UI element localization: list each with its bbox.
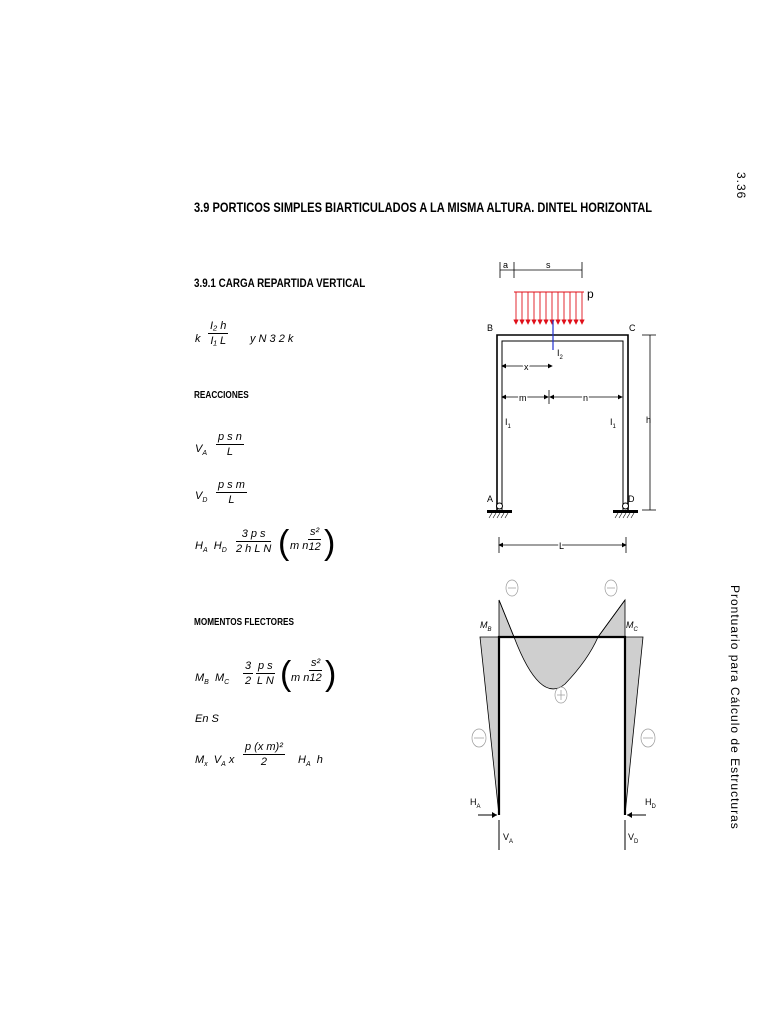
formula-mb-den1: 2 bbox=[245, 675, 252, 687]
label-MC: $M_C$ bbox=[626, 620, 638, 633]
formula-mb-lhs bbox=[195, 672, 229, 686]
formula-mx-tail bbox=[298, 754, 323, 768]
formula-mb-symbol: M bbox=[195, 672, 205, 684]
formula-ha-symbol: H bbox=[195, 540, 203, 552]
label-p: p bbox=[587, 287, 594, 301]
formula-mb-den: L N bbox=[256, 675, 274, 687]
formula-mb-num2: s² bbox=[311, 657, 321, 669]
formula-va-fraction bbox=[216, 430, 244, 459]
formula-mb-fraction bbox=[256, 659, 275, 688]
formula-k-fraction bbox=[208, 319, 228, 348]
formula-vd-num: p s m bbox=[218, 479, 245, 491]
formula-mx-lhs bbox=[195, 754, 234, 768]
formula-vd-fraction bbox=[216, 478, 247, 507]
label-VD: $V_D$ bbox=[628, 832, 639, 845]
formula-mx-symbol: M bbox=[195, 754, 205, 766]
label-D: D bbox=[628, 494, 635, 504]
formula-va-sub: A bbox=[202, 450, 208, 458]
label-B: B bbox=[487, 323, 494, 333]
formula-ha-num2: s² bbox=[310, 526, 320, 538]
moment-diagram bbox=[460, 575, 670, 860]
formula-mb-den2: 12 bbox=[309, 672, 322, 684]
formula-mx-num: p (x m)² bbox=[245, 741, 283, 753]
label-MB: $M_B$ bbox=[480, 620, 492, 633]
formula-mx-va-symbol: V bbox=[213, 754, 222, 766]
formula-k-tail: y N 3 2 k bbox=[250, 333, 294, 345]
formula-k-num: I₂ h bbox=[210, 320, 227, 332]
formula-ha-paren-open: ( bbox=[278, 524, 290, 562]
formula-ha-sub: A bbox=[202, 547, 208, 555]
formula-vd-den: L bbox=[228, 494, 235, 506]
label-C: C bbox=[629, 323, 636, 333]
section-title: 3.9 PORTICOS SIMPLES BIARTICULADOS A LA MISMA ALTURA. DINTEL HORIZONTAL bbox=[194, 200, 652, 215]
formula-mx-ha-sub: A bbox=[305, 761, 311, 769]
pin-A bbox=[497, 503, 503, 509]
side-title: Prontuario para Cálculo de Estructuras bbox=[728, 585, 742, 830]
formula-mx-den: 2 bbox=[260, 756, 267, 768]
label-x: x bbox=[524, 362, 529, 372]
moments-heading: MOMENTOS FLECTORES bbox=[194, 617, 294, 628]
label-m: m bbox=[519, 393, 527, 403]
frame-diagram bbox=[470, 250, 670, 560]
formula-va-den: L bbox=[226, 446, 233, 458]
formula-k-lhs: k bbox=[195, 333, 201, 345]
formula-mb-paren-open: ( bbox=[280, 655, 292, 693]
formula-vd-sub: D bbox=[202, 497, 208, 505]
formula-mc-symbol: M bbox=[214, 672, 225, 684]
load-arrows bbox=[516, 292, 582, 324]
page-number: 3.36 bbox=[734, 172, 748, 200]
formula-mb-paren-content: m n bbox=[291, 672, 310, 684]
formula-va-lhs bbox=[195, 443, 207, 457]
formula-mb-num1: 3 bbox=[245, 660, 252, 672]
label-VA: $V_A$ bbox=[503, 832, 514, 845]
formula-vd-symbol: V bbox=[195, 490, 203, 502]
subsection-title: 3.9.1 CARGA REPARTIDA VERTICAL bbox=[194, 276, 366, 290]
formula-mb-paren-close: ) bbox=[325, 655, 337, 693]
formula-ha-paren-close: ) bbox=[324, 524, 336, 562]
formula-mx-va-sub: A bbox=[221, 761, 226, 769]
label-a: a bbox=[503, 260, 509, 270]
formula-ha-den: 2 h L N bbox=[236, 543, 272, 555]
label-I1-right: $I_1$ bbox=[610, 417, 616, 430]
formula-va-num: p s n bbox=[218, 431, 242, 443]
formula-vd-lhs bbox=[195, 490, 207, 504]
moment-area-left-column bbox=[480, 637, 499, 815]
formula-mx-sub: x bbox=[204, 761, 208, 769]
label-I1-left: $I_1$ bbox=[505, 417, 511, 430]
formula-mb-fraction-2 bbox=[309, 656, 322, 685]
formula-ha-fraction bbox=[236, 527, 271, 556]
formula-ha-lhs bbox=[195, 540, 227, 554]
label-A: A bbox=[487, 494, 494, 504]
support-A bbox=[487, 510, 512, 513]
moment-area-beam bbox=[514, 637, 598, 689]
formula-mx-h: h bbox=[316, 754, 323, 766]
label-s: s bbox=[546, 260, 551, 270]
formula-mb-fraction-1 bbox=[243, 659, 253, 688]
pin-D bbox=[623, 503, 629, 509]
moment-area-right-column bbox=[625, 637, 643, 815]
formula-mx-fraction bbox=[243, 740, 285, 769]
label-L: L bbox=[559, 541, 565, 551]
label-I2: $I_2$ bbox=[557, 348, 563, 361]
label-HD: $H_D$ bbox=[645, 797, 656, 810]
frame-outline bbox=[497, 335, 628, 510]
support-D bbox=[613, 510, 638, 513]
formula-mx-x: x bbox=[228, 754, 235, 766]
formula-ha-num: 3 p s bbox=[236, 527, 271, 542]
formula-mx-ha-symbol: H bbox=[298, 754, 306, 766]
formula-ha-den2: 12 bbox=[308, 541, 321, 553]
label-h: h bbox=[646, 415, 652, 425]
label-HA: $H_A$ bbox=[470, 797, 481, 810]
formula-ha-paren-content: m n bbox=[290, 540, 309, 552]
formula-k-den: I₁ L bbox=[210, 335, 227, 347]
en-s-label: En S bbox=[195, 713, 219, 725]
formula-va-symbol: V bbox=[195, 443, 203, 455]
hatch-D bbox=[615, 513, 634, 518]
label-n: n bbox=[583, 393, 589, 403]
formula-mb-sub: B bbox=[204, 679, 209, 687]
hatch-A bbox=[489, 513, 508, 518]
formula-hd-sub: D bbox=[221, 547, 227, 555]
formula-hd-symbol: H bbox=[213, 540, 222, 552]
formula-mc-sub: C bbox=[224, 679, 230, 687]
formula-ha-fraction-2 bbox=[308, 525, 321, 554]
formula-mb-num: p s bbox=[258, 660, 273, 672]
reactions-heading: REACCIONES bbox=[194, 390, 249, 401]
